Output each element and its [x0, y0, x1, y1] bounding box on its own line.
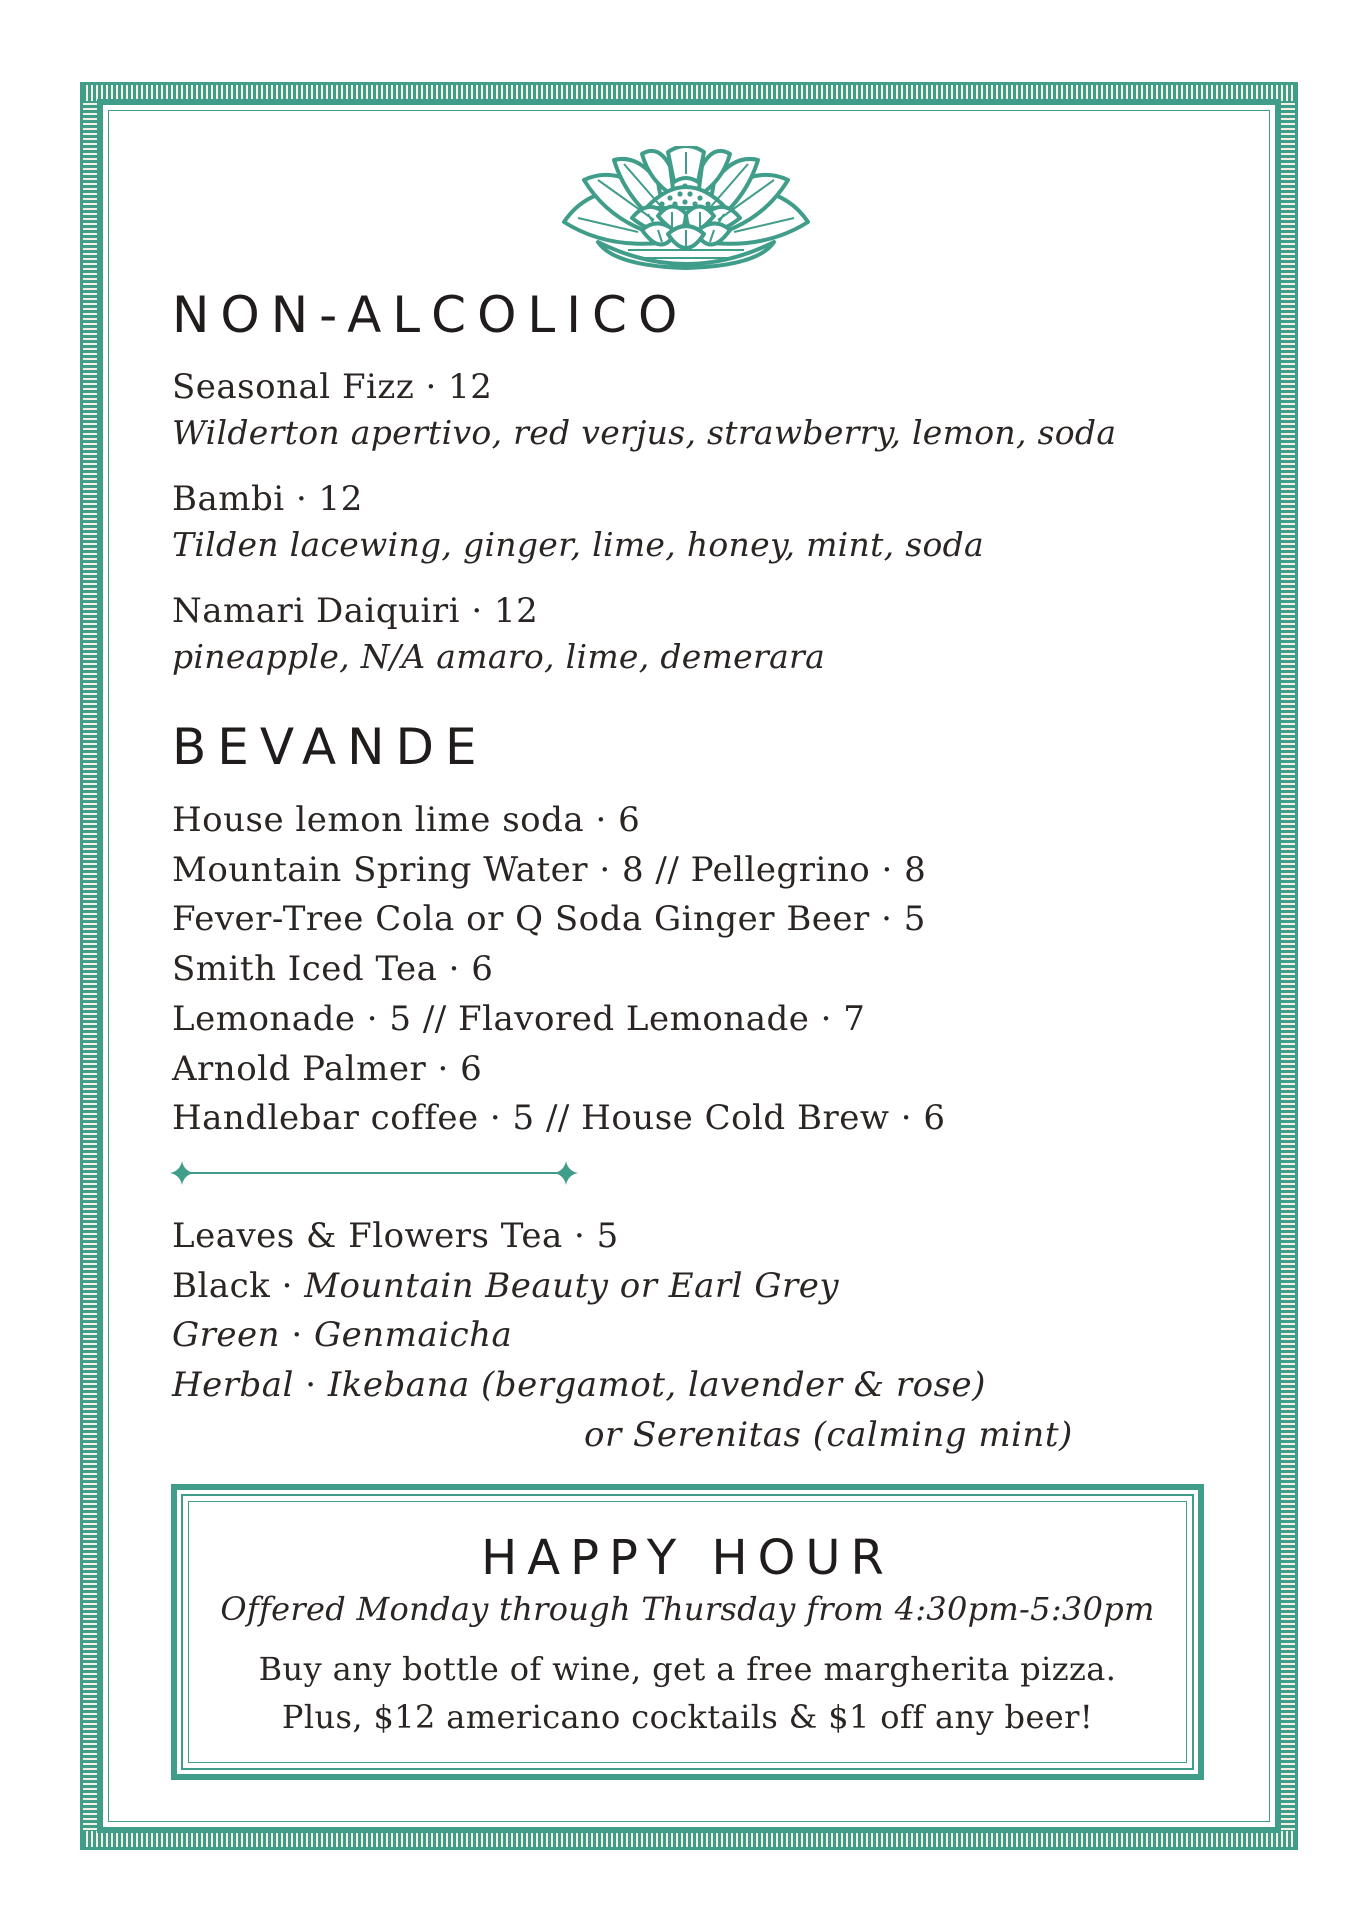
section-heading-non-alcolico: NON-ALCOLICO: [172, 286, 689, 344]
tea-separator: ·: [270, 1265, 305, 1306]
menu-item: [172, 588, 1252, 680]
list-item: Handlebar coffee · 5 // House Cold Brew · 6: [172, 1098, 946, 1139]
tea-green-options: Genmaicha: [314, 1315, 513, 1356]
ornamental-divider: [170, 1158, 578, 1188]
list-item: Fever-Tree Cola or Q Soda Ginger Beer · 5: [172, 899, 926, 940]
tea-green: [172, 1311, 1172, 1361]
list-item: Mountain Spring Water · 8 // Pellegrino · 8: [172, 849, 927, 890]
list-item: Lemonade · 5 // Flavored Lemonade · 7: [172, 998, 866, 1039]
tea-herbal: [172, 1361, 1172, 1411]
menu-item: [172, 476, 1252, 568]
lotus-flower-icon: [558, 146, 814, 270]
happy-hour-box: [171, 1484, 1204, 1780]
tea-herbal-options: Ikebana (bergamot, lavender & rose): [327, 1365, 986, 1406]
menu-item: [172, 364, 1252, 456]
bevande-list: [172, 796, 946, 1144]
happy-hour-line: Plus, $12 americano cocktails & $1 off any beer!: [281, 1698, 1094, 1736]
item-name: Seasonal Fizz · 12: [172, 367, 493, 407]
item-description: pineapple, N/A amaro, lime, demerara: [172, 637, 826, 676]
item-name: Namari Daiquiri · 12: [172, 591, 539, 631]
section-heading-bevande: BEVANDE: [172, 718, 488, 776]
tea-separator: ·: [293, 1365, 328, 1406]
item-description: Tilden lacewing, ginger, lime, honey, mint, soda: [172, 525, 985, 564]
item-name: Bambi · 12: [172, 479, 363, 519]
tea-separator: ·: [280, 1315, 314, 1356]
tea-section: [172, 1212, 1172, 1461]
tea-herbal-label: Herbal: [172, 1365, 294, 1406]
list-item: Smith Iced Tea · 6: [172, 949, 494, 990]
tea-black: [172, 1262, 1172, 1312]
tea-herbal-alt: or Serenitas (calming mint): [584, 1414, 1073, 1455]
list-item: House lemon lime soda · 6: [172, 800, 641, 840]
item-description: Wilderton apertivo, red verjus, strawberry, lemon, soda: [172, 413, 1117, 452]
happy-hour-line: Buy any bottle of wine, get a free margherita pizza.: [258, 1650, 1117, 1688]
tea-title: Leaves & Flowers Tea · 5: [172, 1216, 619, 1256]
tea-black-label: Black: [172, 1265, 271, 1306]
happy-hour-subtitle: Offered Monday through Thursday from 4:30pm-5:30pm: [220, 1590, 1155, 1628]
list-item: Arnold Palmer · 6: [172, 1048, 483, 1089]
happy-hour-title: HAPPY HOUR: [481, 1530, 894, 1586]
tea-green-label: Green: [172, 1315, 281, 1356]
tea-black-options: Mountain Beauty or Earl Grey: [304, 1265, 840, 1306]
